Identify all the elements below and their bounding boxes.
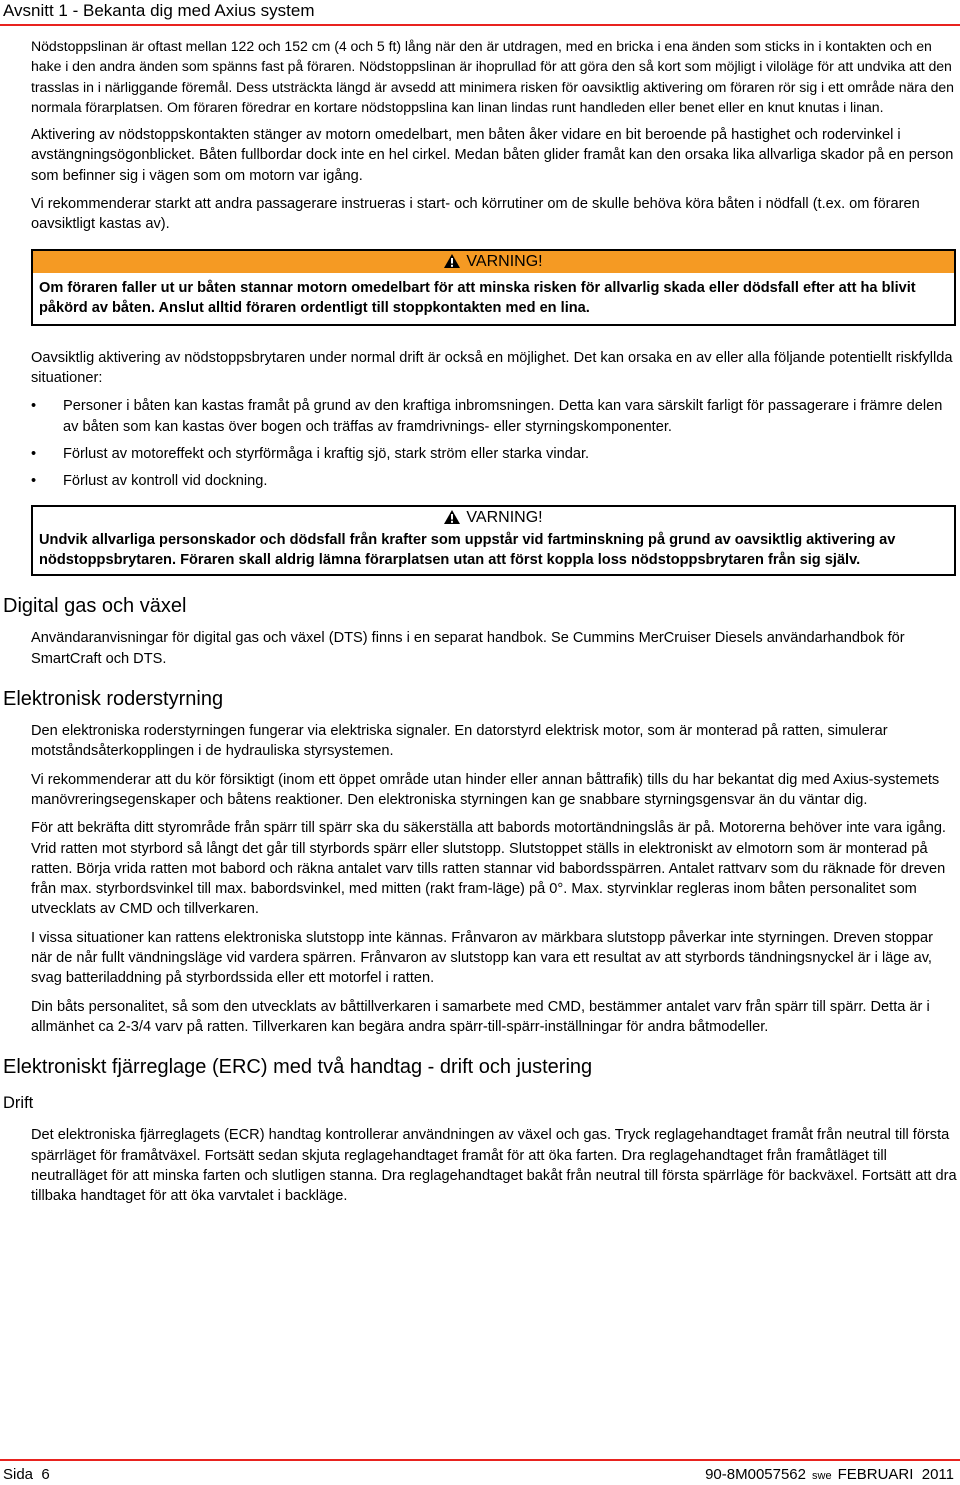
steering-paragraph-3: För att bekräfta ditt styrområde från spärr till spärr ska du säkerställa att babords motortändningslås är på. Motorerna behöver inte vara igång. Vrid ratten mot styrbord så långt det går till styrbords spärr eller slutstopp. Slutstoppet ställs in elektroniskt av elmotorn som är monterad på ratten. Börja vrida ratten mot babord och räkna antalet varv tills ratten stannar vid babordsspärren. Antalet rattvarv som du räknade för dreven från max. styrbordsvinkel till max. babordsvinkel, med mitten (rakt fram-läge) på 0°. Max. styrvinklar regleras inom båten personalitet som utvecklats av CMD och tillverkaren. [31,820,946,918]
publication-date: FEBRUARI 2011 [837,1466,954,1483]
steering-paragraph-1: Den elektroniska roderstyrningen fungerar via elektriska signaler. En datorstyrd elektrisk motor, som är monterad på ratten, simulerar motståndsåterkopplingen i de hydrauliska styrsystemen. [31,723,888,760]
steering-paragraph-2: Vi rekommenderar att du kör försiktigt (inom ett öppet område utan hinder eller annan båttrafik) tills du har bekantat dig med Axius-systemets manövreringsegenskaper och båtens reaktioner. Den elektroniska styrningen kan ge snabbare styrningsgensvar än du väntar dig. [31,771,940,808]
page-number: Sida 6 [3,1466,50,1483]
subheading-drift: Drift [3,1094,34,1113]
heading-steering: Elektronisk roderstyrning [3,688,224,711]
warning-triangle-icon [444,254,460,268]
section-title: Avsnitt 1 - Bekanta dig med Axius system [3,1,315,20]
bullet: • [31,445,37,462]
bullet: • [31,398,37,415]
dts-paragraph: Användaranvisningar för digital gas och växel (DTS) finns i en separat handbok. Se Cummins MerCruiser Diesels användarhandbok för SmartCraft och DTS. [31,630,905,667]
list-item: • Personer i båten kan kastas framåt på grund av den kraftiga inbromsningen. Detta kan vara särskilt farligt för passagerare i främre delen av båten som kan kastas över bogen och träffas av framdrivnings- eller styrningskomponenter. [31,398,943,435]
page-content [0,36,960,1214]
document-number: 90-8M0057562 [705,1466,806,1483]
warning-header [33,251,954,273]
page-header [0,0,960,26]
footer-doc-info [705,1466,954,1483]
warning-label: VARNING! [466,252,543,270]
steering-paragraph-4: I vissa situationer kan rattens elektroniska slutstopp inte kännas. Frånvaron av märkbara slutstopp påverkar inte styrningen. Dreven stoppar när de når fullt vändningsläge vid vardera spärren. Frånvaron av slutstopp kan vara ett resultat av att styrbords tändningsnyckel är i läge av, svag batteriladdning på styrbordssida eller ett motorfel i ratten. [31,929,934,987]
risks-list [31,396,958,491]
intro-paragraph-3: Vi rekommenderar starkt att andra passagerare instrueras i start- och körrutiner om de skulle behöva köra båten i nödfall (t.ex. om föraren oavsiktligt kastas av). [31,196,920,233]
intro-paragraph-2: Aktivering av nödstoppskontakten stänger av motorn omedelbart, men båten åker vidare en bit beroende på hastighet och rodervinkel i avstängningsögonblicket. Båten fullbordar dock inte en hel cirkel. Medan båten glider framåt kan den orsaka lika allvarliga skador på en person som befinner sig i vägen som om motorn var igång. [31,127,954,184]
heading-dts: Digital gas och växel [3,595,187,618]
erc-paragraph: Det elektroniska fjärreglagets (ECR) handtag kontrollerar användningen av växel och gas. Tryck reglagehandtaget framåt från neutral till första spärrläget för framåtväxel. Fortsätt sedan skjuta reglagehandtaget framåt för att öka farten. Dra reglagehandtaget från framåtläget till neutralläget för att minska farten och slutligen stanna. Dra reglagehandtaget bakåt från neutral till första spärrläge för backväxel. Fortsätt att dra tillbaka handtaget för att öka varvtalet i backläge. [31,1127,957,1205]
intro-paragraph-1: Nödstoppslinan är oftast mellan 122 och 152 cm (4 och 5 ft) lång när den är utdragen, med en bricka i ena änden som sticks in i kontakten och en hake i den andra änden som spänns fast på föraren. Nödstoppslinan är ihoprullad för att göra den så kort som möjligt i viloläge för att undvika att den trasslas in i närliggande föremål. Dess utsträckta längd är avsedd att minimera risken för oavsiktlig aktivering om föraren rör sig i ett område nära den normala förarplatsen. Om föraren föredrar en kortare nödstoppslina kan linan lindas runt handleden eller benet eller en knut knutas i linan. [31,38,954,115]
steering-paragraph-5: Din båts personalitet, så som den utvecklats av båttillverkaren i samarbete med CMD, bestämmer antalet varv från spärr till spärr. Detta är i allmänhet ca 2-3/4 varv på ratten. Tillverkaren kan begära andra spärr-till-spärr-inställningar för andra båtmodeller. [31,998,930,1035]
warning-text: Om föraren faller ut ur båten stannar motorn omedelbart för att minska risken för allvarlig skada eller dödsfall efter att ha blivit påkörd av båten. Anslut alltid föraren ordentligt till stoppkontakten med en lina. [39,279,916,316]
warning-label: VARNING! [466,509,543,527]
warning-text: Undvik allvarliga personskador och dödsfall från krafter som uppstår vid fartminskning på grund av oavsiktlig aktivering av nödstoppsbrytaren. Föraren skall aldrig lämna förarplatsen utan att först koppla loss nödstoppsbrytaren från sig själv. [39,532,896,569]
warning-box-2 [31,505,956,576]
bullet: • [31,473,37,490]
footer-rule [0,1459,960,1461]
risks-intro: Oavsiktlig aktivering av nödstoppsbrytaren under normal drift är också en möjlighet. Det kan orsaka en av eller alla följande potentiellt riskfyllda situationer: [31,349,953,386]
list-item: • Förlust av motoreffekt och styrförmåga i kraftig sjö, stark ström eller starka vindar. [31,444,958,464]
warning-box-1 [31,249,956,326]
list-item: • Förlust av kontroll vid dockning. [31,471,958,491]
language-code: swe [812,1470,832,1482]
heading-erc: Elektroniskt fjärreglage (ERC) med två handtag - drift och justering [3,1056,593,1079]
warning-triangle-icon [444,510,460,524]
warning-header [33,507,954,529]
